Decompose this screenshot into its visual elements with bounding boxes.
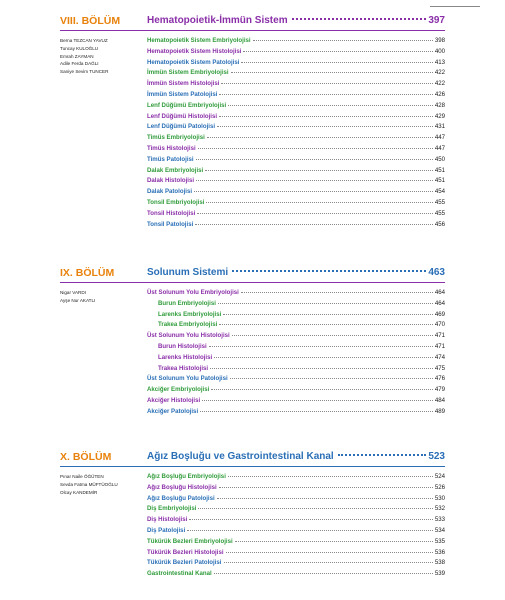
toc-entry-page: 474 — [434, 353, 445, 361]
section-title-dots — [338, 454, 427, 456]
toc-entry[interactable] — [147, 354, 445, 365]
toc-entry[interactable] — [147, 37, 445, 48]
toc-entry[interactable] — [147, 321, 445, 332]
toc-entry-dots — [217, 498, 433, 499]
toc-entry[interactable] — [147, 527, 445, 538]
author-name: Adile Ferda DAĞLI — [60, 61, 99, 67]
toc-entry-page: 422 — [434, 69, 445, 77]
toc-entry-page: 454 — [434, 188, 445, 196]
toc-entry-label: Burun Embriyolojisi — [158, 299, 216, 307]
toc-entry-page: 536 — [434, 548, 445, 556]
toc-entry-label: Hematopoietik Sistem Embriyolojisi — [147, 37, 251, 44]
section-title: Solunum Sistemi — [147, 267, 229, 278]
toc-entry-page: 447 — [434, 144, 445, 152]
toc-entry-page: 413 — [434, 58, 445, 66]
toc-entry[interactable] — [147, 473, 445, 484]
toc-entry-page: 489 — [434, 407, 445, 415]
toc-entry-dots — [228, 476, 433, 477]
toc-entry-dots — [211, 389, 433, 390]
section-number: VIII. BÖLÜM — [60, 15, 121, 27]
toc-entry-dots — [198, 508, 432, 509]
toc-entry[interactable] — [147, 80, 445, 91]
section-rule — [60, 30, 445, 31]
toc-entry-label: Lenf Düğümü Embriyolojisi — [147, 101, 227, 109]
toc-entry-label: Akciğer Histolojisi — [147, 396, 201, 404]
toc-entry-page: 464 — [434, 289, 445, 296]
toc-entry[interactable] — [147, 311, 445, 322]
section-rule — [60, 282, 445, 283]
toc-entry-dots — [207, 137, 433, 138]
section-title-row[interactable] — [147, 15, 445, 26]
toc-entry-page: 464 — [434, 299, 445, 307]
toc-entry-dots — [223, 314, 432, 315]
toc-entry[interactable] — [147, 210, 445, 221]
toc-entry[interactable] — [147, 505, 445, 516]
toc-entry[interactable] — [147, 408, 445, 419]
section-title-row[interactable] — [147, 451, 445, 462]
section-title: Ağız Boşluğu ve Gastrointestinal Kanal — [147, 451, 334, 462]
toc-entry-page: 532 — [434, 505, 445, 513]
toc-entry[interactable] — [147, 484, 445, 495]
toc-entry[interactable] — [147, 538, 445, 549]
toc-entry-dots — [230, 378, 433, 379]
toc-entry-dots — [226, 552, 433, 553]
toc-entry-label: Larenks Embriyolojisi — [158, 310, 222, 318]
toc-entry-label: Ağız Boşluğu Embriyolojisi — [147, 473, 226, 480]
toc-entry[interactable] — [147, 343, 445, 354]
toc-entry-dots — [214, 573, 433, 574]
section-number: X. BÖLÜM — [60, 451, 112, 463]
toc-entry-dots — [241, 292, 433, 293]
entry-list — [147, 289, 445, 419]
toc-entry[interactable] — [147, 289, 445, 300]
author-list — [60, 37, 145, 76]
toc-entry-label: Ağız Boşluğu Patolojisi — [147, 494, 215, 502]
author-name: Emrah ZAYMAN — [60, 53, 94, 59]
toc-entry[interactable] — [147, 188, 445, 199]
section-heading — [60, 267, 445, 289]
section-rule — [60, 466, 445, 467]
toc-entry-page: 484 — [434, 396, 445, 404]
toc-entry-dots — [206, 202, 432, 203]
toc-section-viii — [60, 15, 445, 245]
section-title-row[interactable] — [147, 267, 445, 278]
author-name: Berna TEZCAN YAVUZ — [60, 38, 108, 43]
toc-entry[interactable] — [147, 300, 445, 311]
toc-entry-dots — [221, 83, 432, 84]
toc-entry-label: Diş Patolojisi — [147, 526, 186, 534]
toc-entry-dots — [253, 40, 433, 41]
toc-entry-page: 538 — [434, 559, 445, 567]
toc-entry-page: 476 — [434, 375, 445, 383]
toc-entry-label: Diş Embriyolojisi — [147, 505, 197, 513]
toc-entry-page: 455 — [434, 209, 445, 217]
toc-entry-label: Lenf Düğümü Histolojisi — [147, 112, 218, 120]
toc-entry-label: Tükürük Bezleri Patolojisi — [147, 559, 222, 567]
toc-entry[interactable] — [147, 123, 445, 134]
toc-entry-dots — [205, 170, 433, 171]
author-name: Pınar Naile ÖĞÜTEN — [60, 474, 104, 479]
toc-entry[interactable] — [147, 375, 445, 386]
toc-entry[interactable] — [147, 113, 445, 124]
author-name: Nigar VARDI — [60, 290, 86, 295]
toc-entry[interactable] — [147, 102, 445, 113]
toc-entry-page: 524 — [434, 473, 445, 480]
toc-entry-dots — [210, 368, 433, 369]
toc-entry[interactable] — [147, 397, 445, 408]
toc-section-ix — [60, 267, 445, 432]
toc-entry-dots — [241, 62, 432, 63]
section-title-dots — [232, 270, 426, 272]
toc-entry-label: Tükürük Bezleri Histolojisi — [147, 548, 224, 556]
toc-entry-dots — [219, 116, 433, 117]
toc-entry-dots — [219, 487, 433, 488]
toc-entry[interactable] — [147, 559, 445, 570]
toc-entry[interactable] — [147, 59, 445, 70]
toc-entry-page: 535 — [434, 537, 445, 545]
toc-entry[interactable] — [147, 156, 445, 167]
author-name: Saniye Sevim TUNCER — [60, 69, 109, 75]
toc-entry-label: Larenks Histolojisi — [158, 353, 213, 361]
toc-entry-page: 475 — [434, 364, 445, 372]
toc-entry-page: 471 — [434, 332, 445, 340]
section-heading — [60, 451, 445, 473]
author-name: Tuncay KULOĞLU — [60, 45, 99, 51]
toc-entry[interactable] — [147, 365, 445, 376]
section-page: 523 — [428, 451, 445, 462]
toc-entry-page: 539 — [434, 570, 445, 578]
toc-entry-page: 534 — [434, 526, 445, 534]
toc-entry-dots — [202, 400, 433, 401]
author-name: Olcay KANDEMİR — [60, 489, 98, 495]
toc-entry[interactable] — [147, 69, 445, 80]
toc-entry-label: İmmün Sistem Embriyolojisi — [147, 69, 229, 77]
author-list — [60, 289, 145, 305]
author-name: Sevda Fatma MÜFTÜOĞLU — [60, 481, 118, 487]
author-name: Ayşe Nur AKATLI — [60, 297, 96, 303]
toc-entry-dots — [224, 562, 433, 563]
toc-entry[interactable] — [147, 177, 445, 188]
toc-entry-label: Burun Histolojisi — [158, 342, 207, 350]
toc-entry[interactable] — [147, 91, 445, 102]
toc-entry-dots — [195, 224, 433, 225]
toc-entry-dots — [214, 357, 433, 358]
toc-section-x — [60, 451, 445, 596]
toc-entry-page: 431 — [434, 123, 445, 131]
entry-list — [147, 473, 445, 581]
toc-entry-label: Trakea Histolojisi — [158, 364, 209, 372]
toc-entry-label: Akciğer Patolojisi — [147, 407, 199, 415]
toc-entry-dots — [187, 530, 433, 531]
toc-entry-label: Diş Histolojisi — [147, 516, 188, 524]
toc-entry[interactable] — [147, 167, 445, 178]
toc-entry-dots — [197, 213, 433, 214]
toc-entry-page: 530 — [434, 494, 445, 502]
toc-entry-label: Tükürük Bezleri Embriyolojisi — [147, 537, 233, 545]
toc-entry-page: 456 — [434, 220, 445, 228]
top-corner-rule — [430, 0, 480, 7]
toc-entry-page: 455 — [434, 198, 445, 206]
toc-entry-label: İmmün Sistem Patolojisi — [147, 90, 218, 98]
toc-entry-page: 429 — [434, 112, 445, 120]
toc-entry-page: 470 — [434, 321, 445, 329]
toc-entry-dots — [189, 519, 433, 520]
toc-entry-label: Timüs Histolojisi — [147, 144, 196, 152]
toc-entry[interactable] — [147, 332, 445, 343]
section-page: 397 — [428, 15, 445, 26]
toc-entry-page: 428 — [434, 101, 445, 109]
section-page: 463 — [428, 267, 445, 278]
toc-entry-label: Timüs Patolojisi — [147, 155, 194, 163]
toc-entry-dots — [200, 411, 433, 412]
toc-entry-label: Dalak Patolojisi — [147, 188, 193, 196]
toc-entry-dots — [198, 148, 433, 149]
toc-entry-page: 400 — [434, 47, 445, 55]
section-title-dots — [292, 18, 427, 20]
toc-entry-label: Akciğer Embriyolojisi — [147, 386, 210, 394]
toc-entry-label: Ağız Boşluğu Histolojisi — [147, 483, 217, 491]
toc-entry-page: 526 — [434, 483, 445, 491]
toc-entry-label: Tonsil Patolojisi — [147, 220, 194, 228]
toc-entry-page: 451 — [434, 166, 445, 174]
toc-entry[interactable] — [147, 134, 445, 145]
toc-entry-dots — [217, 126, 433, 127]
toc-entry-label: Timüs Embriyolojisi — [147, 134, 205, 142]
section-heading — [60, 15, 445, 37]
toc-entry-page: 471 — [434, 342, 445, 350]
toc-entry-page: 426 — [434, 90, 445, 98]
toc-entry[interactable] — [147, 221, 445, 232]
toc-entry-label: Trakea Embriyolojisi — [158, 321, 218, 329]
toc-entry-page: 450 — [434, 155, 445, 163]
toc-entry[interactable] — [147, 386, 445, 397]
section-number: IX. BÖLÜM — [60, 267, 115, 279]
toc-entry-dots — [218, 303, 433, 304]
toc-entry-label: Dalak Embriyolojisi — [147, 166, 204, 174]
toc-entry-page: 398 — [434, 37, 445, 44]
author-list — [60, 473, 145, 496]
toc-entry[interactable] — [147, 199, 445, 210]
toc-entry-dots — [235, 541, 433, 542]
toc-entry[interactable] — [147, 48, 445, 59]
toc-entry-page: 469 — [434, 310, 445, 318]
toc-entry[interactable] — [147, 549, 445, 560]
toc-entry-label: İmmün Sistem Histolojisi — [147, 80, 220, 88]
toc-entry-dots — [219, 324, 433, 325]
section-title: Hematopoietik-İmmün Sistem — [147, 15, 288, 26]
toc-entry-dots — [209, 346, 433, 347]
toc-entry-label: Hematopoietik Sistem Patolojisi — [147, 58, 240, 66]
toc-entry[interactable] — [147, 495, 445, 506]
toc-entry-label: Hematopoietik Sistem Histolojisi — [147, 47, 242, 55]
toc-entry[interactable] — [147, 570, 445, 581]
toc-entry-dots — [228, 105, 433, 106]
toc-entry-label: Dalak Histolojisi — [147, 177, 195, 185]
toc-entry-label: Gastrointestinal Kanal — [147, 570, 212, 578]
toc-entry-dots — [194, 191, 433, 192]
toc-entry-page: 533 — [434, 516, 445, 524]
toc-entry-page: 447 — [434, 134, 445, 142]
toc-entry[interactable] — [147, 145, 445, 156]
toc-entry-page: 422 — [434, 80, 445, 88]
toc-entry-dots — [196, 159, 433, 160]
toc-entry-dots — [231, 72, 433, 73]
toc-entry-dots — [243, 51, 432, 52]
toc-entry-dots — [232, 335, 433, 336]
toc-entry[interactable] — [147, 516, 445, 527]
toc-entry-label: Üst Solunum Yolu Patolojisi — [147, 375, 228, 383]
toc-entry-label: Tonsil Histolojisi — [147, 209, 196, 217]
toc-entry-label: Lenf Düğümü Patolojisi — [147, 123, 216, 131]
toc-entry-label: Tonsil Embriyolojisi — [147, 198, 205, 206]
toc-entry-page: 479 — [434, 386, 445, 394]
toc-entry-page: 451 — [434, 177, 445, 185]
toc-entry-label: Üst Solunum Yolu Histolojisi — [147, 332, 230, 340]
toc-entry-label: Üst Solunum Yolu Embriyolojisi — [147, 289, 239, 296]
toc-entry-dots — [196, 180, 433, 181]
entry-list — [147, 37, 445, 231]
toc-entry-dots — [219, 94, 432, 95]
